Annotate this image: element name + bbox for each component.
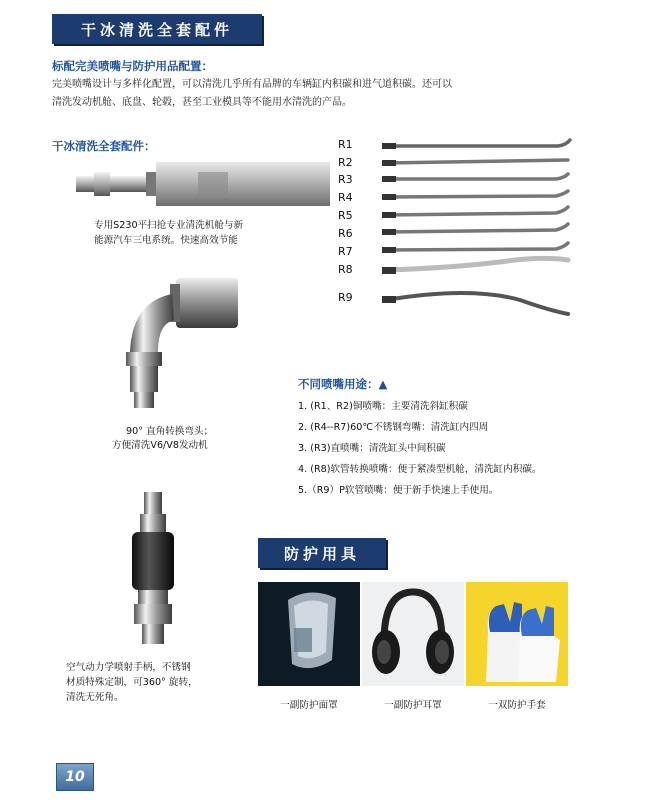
- nozzle-label-r7: R7: [338, 245, 353, 258]
- nozzle-label-r1: R1: [338, 138, 353, 151]
- item3-caption-line2: 材质特殊定制，可360° 旋转，: [66, 677, 198, 688]
- nozzle-rod-r6: [386, 224, 568, 232]
- nozzle-rod-r1: [386, 140, 570, 146]
- nozzle-label-r2: R2: [338, 156, 353, 169]
- page-number-badge: [56, 763, 94, 791]
- item3-caption-line1: 空气动力学喷射手柄，不锈钢: [66, 662, 191, 673]
- spray-handle-image: [118, 488, 188, 648]
- item2-caption-line1: 90° 直角转换弯头；: [126, 426, 214, 437]
- usage-heading: 不同喷嘴用途：▲: [298, 377, 388, 391]
- page-number: 10: [65, 769, 85, 785]
- intro-line-2: 清洗发动机舱、底盘、轮毂，甚至工业模具等不能用水清洗的产品。: [52, 97, 352, 108]
- nozzle-rod-r2: [386, 160, 568, 163]
- usage-item-5: 5.（R9）P软管喷嘴：便于新手快速上手使用。: [298, 485, 499, 496]
- item3-caption-line3: 清洗无死角。: [66, 692, 124, 703]
- elbow-adapter-image: [112, 272, 242, 412]
- flat-nozzle-image: [68, 158, 334, 212]
- intro-line-1: 完美喷嘴设计与多样化配置，可以清洗几乎所有品牌的车辆缸内积碳和进气道积碳。还可以: [52, 79, 452, 90]
- gloves-image: [466, 582, 568, 686]
- nozzle-rod-r5: [386, 207, 568, 215]
- nozzle-set-image: [380, 136, 576, 326]
- item1-caption-line2: 能源汽车三电系统。快速高效节能: [94, 235, 238, 246]
- ear-muffs-image: [362, 582, 464, 686]
- page-title-banner: [52, 14, 262, 44]
- protection-banner: [258, 538, 386, 568]
- protection-item-face-shield: 一副防护面罩: [280, 700, 338, 711]
- nozzle-label-r4: R4: [338, 191, 353, 204]
- protection-item-gloves: 一双防护手套: [488, 700, 546, 711]
- nozzle-rod-r7: [386, 243, 568, 250]
- nozzle-rod-r8: [386, 258, 568, 270]
- nozzle-rod-r4: [386, 191, 568, 197]
- nozzle-label-r3: R3: [338, 173, 353, 186]
- item1-caption-line1: 专用S230平扫抢专业清洗机舱与新: [94, 220, 244, 231]
- nozzle-label-r6: R6: [338, 227, 353, 240]
- nozzle-label-r9: R9: [338, 291, 353, 304]
- protection-item-ear-muffs: 一副防护耳罩: [384, 700, 442, 711]
- protection-title: 防护用具: [283, 544, 360, 563]
- nozzle-rod-r9: [386, 293, 568, 314]
- usage-item-3: 3. (R3)直喷嘴：清洗缸头中间积碳: [298, 443, 446, 454]
- usage-item-2: 2. (R4--R7)60℃不锈钢弯嘴：清洗缸内四周: [298, 422, 489, 433]
- usage-item-4: 4. (R8)软管转换喷嘴：便于紧凑型机舱，清洗缸内积碳。: [298, 464, 542, 475]
- page-title: 干冰清洗全套配件: [80, 20, 233, 39]
- accessories-heading: 干冰清洗全套配件：: [52, 139, 156, 153]
- nozzle-label-r8: R8: [338, 263, 353, 276]
- intro-heading: 标配完美喷嘴与防护用品配置：: [52, 59, 213, 73]
- nozzle-label-r5: R5: [338, 209, 353, 222]
- usage-item-1: 1. (R1、R2)铜喷嘴：主要清洗斜缸积碳: [298, 401, 468, 412]
- nozzle-rod-r3: [386, 174, 568, 179]
- item2-caption-line2: 方便清洗V6/V8发动机: [112, 440, 208, 451]
- face-shield-image: [258, 582, 360, 686]
